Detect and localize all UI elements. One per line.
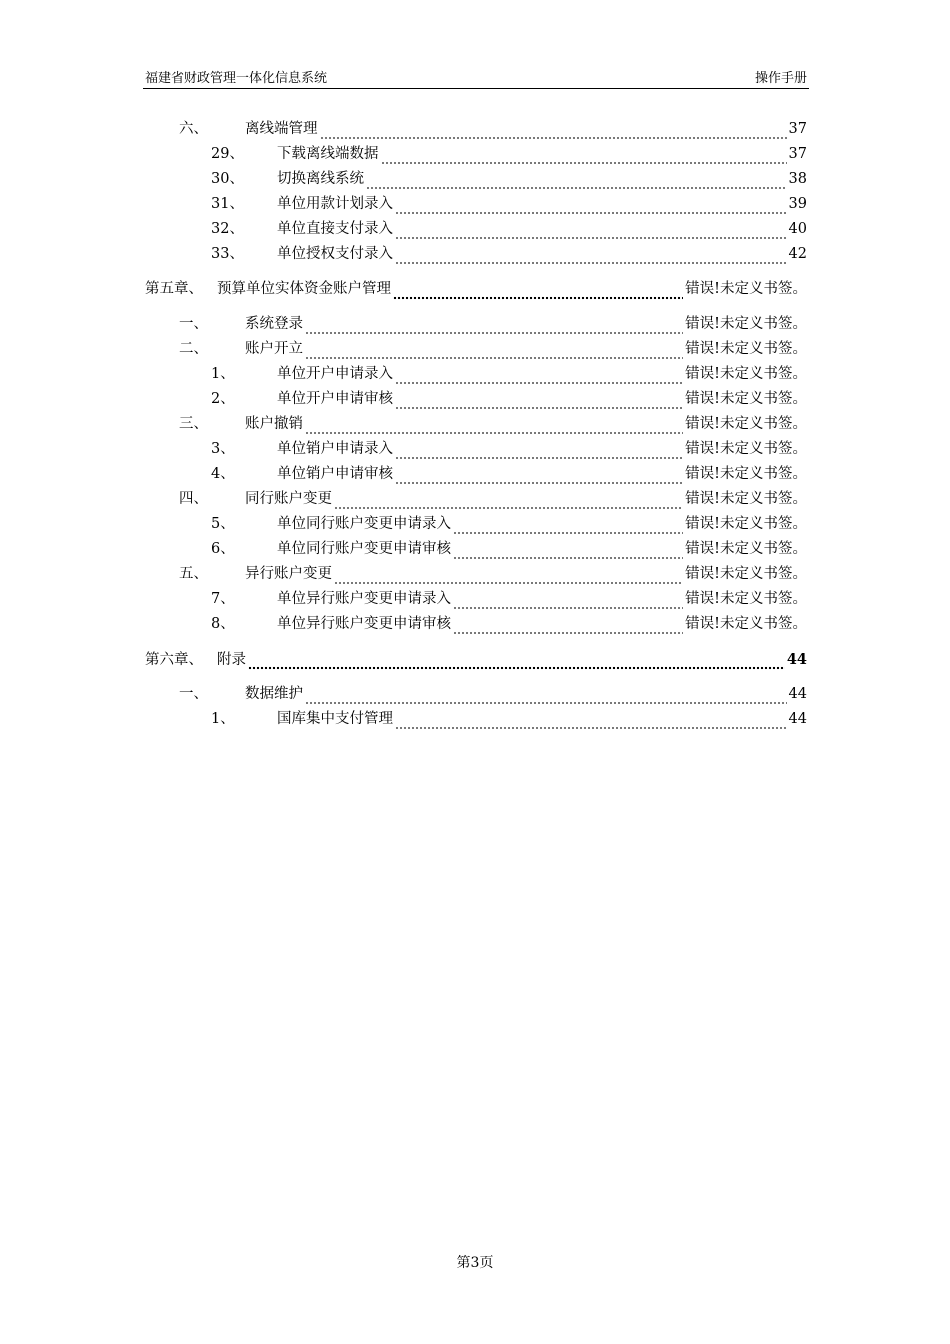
toc-entry-title: 账户撤销	[245, 416, 303, 432]
toc-entry-page: 错误!未定义书签。	[685, 591, 807, 607]
toc-entry-item[interactable]	[143, 387, 809, 412]
toc-entry-section[interactable]	[143, 412, 809, 437]
toc-dot-leader	[453, 625, 683, 635]
toc-dot-leader	[248, 660, 785, 670]
toc-entry-page: 37	[788, 146, 807, 162]
toc-entry-title: 切换离线系统	[277, 171, 364, 187]
toc-entry-page: 40	[788, 221, 807, 237]
toc-entry-title: 单位销户申请录入	[277, 441, 393, 457]
toc-entry-section[interactable]	[143, 312, 809, 337]
toc-entry-page: 错误!未定义书签。	[685, 366, 807, 382]
toc-entry-page: 错误!未定义书签。	[685, 391, 807, 407]
table-of-contents	[143, 117, 809, 732]
toc-entry-title: 下载离线端数据	[277, 146, 379, 162]
toc-dot-leader	[320, 130, 787, 140]
toc-entry-item[interactable]	[143, 612, 809, 637]
toc-entry-section[interactable]	[143, 562, 809, 587]
toc-dot-leader	[381, 155, 787, 165]
toc-entry-title: 账户开立	[245, 341, 303, 357]
toc-entry-number: 第六章、	[145, 652, 203, 668]
toc-entry-number: 30、	[211, 171, 244, 187]
toc-dot-leader	[453, 600, 683, 610]
toc-entry-page: 错误!未定义书签。	[685, 441, 807, 457]
toc-entry-page: 错误!未定义书签。	[685, 491, 807, 507]
toc-entry-item[interactable]	[143, 362, 809, 387]
toc-entry-page: 44	[786, 651, 807, 668]
toc-entry-item[interactable]	[143, 142, 809, 167]
toc-entry-number: 一、	[179, 316, 208, 332]
toc-dot-leader	[395, 375, 683, 385]
toc-entry-page: 错误!未定义书签。	[685, 516, 807, 532]
toc-entry-page: 错误!未定义书签。	[685, 341, 807, 357]
toc-dot-leader	[334, 575, 683, 585]
toc-entry-number: 32、	[211, 221, 244, 237]
toc-entry-item[interactable]	[143, 242, 809, 267]
header-doc-type: 操作手册	[754, 71, 807, 86]
toc-entry-number: 33、	[211, 246, 244, 262]
header-system-title: 福建省财政管理一体化信息系统	[145, 71, 328, 86]
toc-dot-leader	[305, 425, 683, 435]
toc-entry-page: 错误!未定义书签。	[685, 616, 807, 632]
toc-entry-title: 预算单位实体资金账户管理	[217, 281, 391, 297]
toc-entry-number: 二、	[179, 341, 208, 357]
toc-entry-number: 8、	[211, 616, 235, 632]
toc-entry-item[interactable]	[143, 167, 809, 192]
toc-dot-leader	[366, 180, 787, 190]
toc-entry-item[interactable]	[143, 437, 809, 462]
toc-entry-section[interactable]	[143, 337, 809, 362]
toc-entry-title: 单位同行账户变更申请审核	[277, 541, 451, 557]
toc-entry-title: 单位同行账户变更申请录入	[277, 516, 451, 532]
toc-dot-leader	[395, 720, 787, 730]
toc-entry-page: 37	[788, 121, 807, 137]
toc-entry-title: 系统登录	[245, 316, 303, 332]
toc-dot-leader	[395, 475, 683, 485]
toc-entry-number: 1、	[211, 366, 235, 382]
toc-entry-page: 错误!未定义书签。	[685, 416, 807, 432]
toc-entry-title: 国库集中支付管理	[277, 711, 393, 727]
toc-entry-chapter[interactable]	[143, 647, 809, 672]
toc-entry-title: 单位授权支付录入	[277, 246, 393, 262]
toc-entry-section[interactable]	[143, 117, 809, 142]
toc-entry-number: 一、	[179, 686, 208, 702]
toc-entry-title: 离线端管理	[245, 121, 318, 137]
toc-entry-item[interactable]	[143, 462, 809, 487]
toc-entry-title: 单位开户申请审核	[277, 391, 393, 407]
toc-dot-leader	[305, 350, 683, 360]
toc-entry-page: 44	[788, 711, 807, 727]
toc-entry-item[interactable]	[143, 217, 809, 242]
toc-entry-page: 错误!未定义书签。	[685, 566, 807, 582]
toc-entry-number: 6、	[211, 541, 235, 557]
toc-entry-item[interactable]	[143, 707, 809, 732]
toc-entry-page: 44	[788, 686, 807, 702]
toc-dot-leader	[395, 450, 683, 460]
toc-entry-title: 异行账户变更	[245, 566, 332, 582]
toc-entry-page: 39	[788, 196, 807, 212]
toc-entry-number: 4、	[211, 466, 235, 482]
toc-entry-page: 错误!未定义书签。	[685, 466, 807, 482]
toc-dot-leader	[453, 525, 683, 535]
toc-entry-number: 1、	[211, 711, 235, 727]
toc-entry-page: 42	[788, 246, 807, 262]
toc-entry-title: 单位异行账户变更申请审核	[277, 616, 451, 632]
toc-entry-number: 第五章、	[145, 281, 203, 297]
toc-entry-title: 附录	[217, 652, 246, 668]
toc-entry-number: 六、	[179, 121, 208, 137]
toc-entry-title: 单位直接支付录入	[277, 221, 393, 237]
toc-entry-number: 五、	[179, 566, 208, 582]
toc-entry-item[interactable]	[143, 537, 809, 562]
toc-dot-leader	[305, 695, 787, 705]
toc-entry-chapter[interactable]	[143, 277, 809, 302]
page-header	[143, 70, 809, 89]
toc-entry-item[interactable]	[143, 512, 809, 537]
toc-dot-leader	[305, 325, 683, 335]
toc-entry-title: 单位异行账户变更申请录入	[277, 591, 451, 607]
toc-entry-title: 单位用款计划录入	[277, 196, 393, 212]
toc-entry-number: 29、	[211, 146, 244, 162]
page-number: 第3页	[456, 1255, 494, 1271]
toc-dot-leader	[453, 550, 683, 560]
toc-dot-leader	[395, 205, 787, 215]
toc-entry-title: 同行账户变更	[245, 491, 332, 507]
toc-entry-number: 7、	[211, 591, 235, 607]
toc-entry-title: 单位开户申请录入	[277, 366, 393, 382]
toc-dot-leader	[395, 400, 683, 410]
toc-entry-item[interactable]	[143, 192, 809, 217]
toc-entry-number: 31、	[211, 196, 244, 212]
toc-entry-page: 错误!未定义书签。	[685, 316, 807, 332]
toc-entry-page: 错误!未定义书签。	[685, 281, 807, 297]
toc-entry-item[interactable]	[143, 587, 809, 612]
toc-entry-number: 三、	[179, 416, 208, 432]
toc-entry-section[interactable]	[143, 682, 809, 707]
toc-entry-section[interactable]	[143, 487, 809, 512]
toc-dot-leader	[395, 255, 787, 265]
toc-entry-title: 单位销户申请审核	[277, 466, 393, 482]
toc-entry-number: 3、	[211, 441, 235, 457]
toc-entry-title: 数据维护	[245, 686, 303, 702]
toc-entry-number: 2、	[211, 391, 235, 407]
toc-entry-number: 四、	[179, 491, 208, 507]
toc-dot-leader	[393, 290, 683, 300]
toc-entry-number: 5、	[211, 516, 235, 532]
toc-entry-page: 38	[788, 171, 807, 187]
toc-entry-page: 错误!未定义书签。	[685, 541, 807, 557]
toc-dot-leader	[334, 500, 683, 510]
toc-dot-leader	[395, 230, 787, 240]
